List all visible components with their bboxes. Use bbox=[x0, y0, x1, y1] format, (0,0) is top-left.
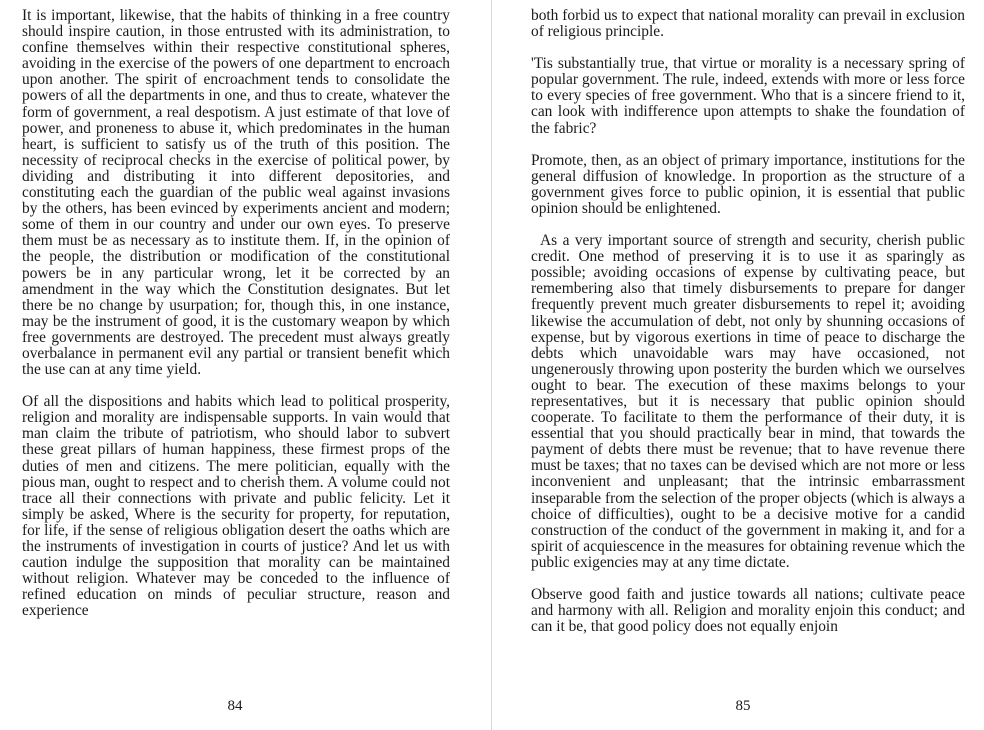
right-paragraph-4: As a very important source of strength and security, cherish public credit. One method of preserving it is to use it as sparingly as possible; avoiding occasions of expense by cultivating peace, but remembering also that timely disbursements to prepare for danger frequently prevent much greater disbursements to repel it; avoiding likewise the accumulation of debt, not only by shunning occasions of expense, but by vigorous exertions in time of peace to discharge the debts which unavoidable wars may have occasioned, not ungenerously throwing upon posterity the burden which we ourselves ought to bear. The execution of these maxims belongs to your representatives, but it is necessary that public opinion should cooperate. To facilitate to them the performance of their duty, it is essential that you should practically bear in mind, that towards the payment of debts there must be revenue; that to have revenue there must be taxes; that no taxes can be devised which are not more or less inconvenient and unpleasant; that the intrinsic embarrassment inseparable from the selection of the proper objects (which is always a choice of difficulties), ought to be a decisive motive for a candid construction of the conduct of the government in making it, and for a spirit of acquiescence in the measures for obtaining revenue which the public exigencies may at any time dictate. bbox=[531, 232, 965, 571]
right-paragraph-1: both forbid us to expect that national morality can prevail in exclusion of religious principle. bbox=[531, 7, 965, 41]
right-paragraph-3: Promote, then, as an object of primary importance, institutions for the general diffusion of knowledge. In proportion as the structure of a government gives force to public opinion, it is essential that public opinion should be enlightened. bbox=[531, 151, 965, 217]
right-paragraph-2: 'Tis substantially true, that virtue or morality is a necessary spring of popular government. The rule, indeed, extends with more or less force to every species of free government. Who that is a sincere friend to it, can look with indifference upon attempts to shake the foundation of the fabric? bbox=[531, 55, 965, 137]
left-paragraph-1: It is important, likewise, that the habits of thinking in a free country should inspire caution, in those entrusted with its administration, to confine themselves within their respective constitutional spheres, avoiding in the exercise of the powers of one department to encroach upon another. The spirit of encroachment tends to consolidate the powers of all the departments in one, and thus to create, whatever the form of government, a real despotism. A just estimate of that love of power, and proneness to abuse it, which predominates in the human heart, is sufficient to satisfy us of the truth of this position. The necessity of reciprocal checks in the exercise of political power, by dividing and distributing it into different depositories, and constituting each the guardian of the public weal against invasions by the others, has been evinced by experiments ancient and modern; some of them in our country and under our own eyes. To preserve them must be as necessary as to institute them. If, in the opinion of the people, the distribution or modification of the constitutional powers be in any particular wrong, let it be corrected by an amendment in the way which the Constitution designates. But let there be no change by usurpation; for, though this, in one instance, may be the instrument of good, it is the customary weapon by which free governments are destroyed. The precedent must always greatly overbalance in permanent evil any partial or transient benefit which the use can at any time yield. bbox=[22, 7, 450, 379]
left-paragraph-2: Of all the dispositions and habits which lead to political prosperity, religion and morality are indispensable supports. In vain would that man claim the tribute of patriotism, who should labor to subvert these great pillars of human happiness, these firmest props of the duties of men and citizens. The mere politician, equally with the pious man, ought to respect and to cherish them. A volume could not trace all their connections with private and public felicity. Let it simply be asked, Where is the security for property, for reputation, for life, if the sense of religious obligation desert the oaths which are the instruments of investigation in courts of justice? And let us with caution indulge the supposition that morality can be maintained without religion. Whatever may be conceded to the influence of refined education on minds of peculiar structure, reason and experience bbox=[22, 393, 450, 620]
left-page-number: 84 bbox=[227, 698, 243, 714]
right-paragraph-5: Observe good faith and justice towards all nations; cultivate peace and harmony with all. Religion and morality enjoin this conduct; and can it be, that good policy does not equally enjoin bbox=[531, 586, 965, 636]
right-page-number: 85 bbox=[735, 698, 751, 714]
left-page bbox=[22, 8, 450, 619]
right-page bbox=[531, 8, 965, 635]
page-gutter bbox=[491, 0, 492, 730]
